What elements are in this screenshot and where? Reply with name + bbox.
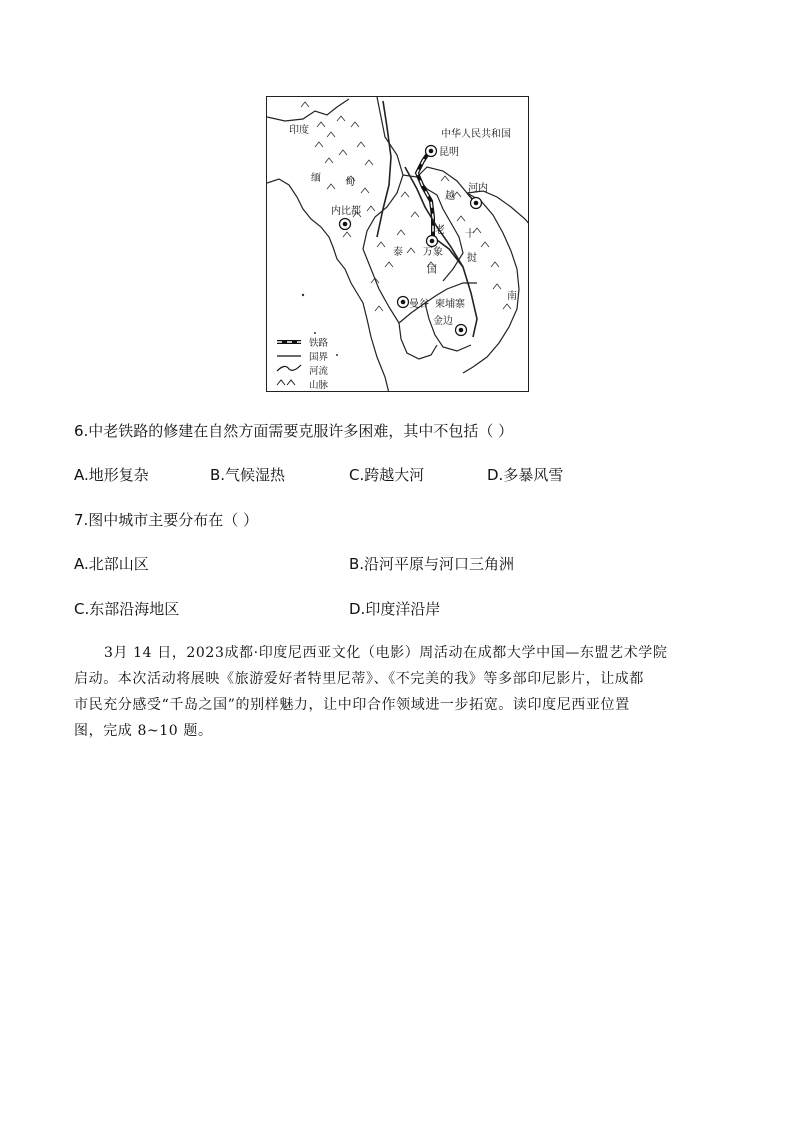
label-vietnam-2: 南	[507, 291, 517, 302]
phnompenh-marker	[456, 325, 467, 336]
label-thailand: 泰	[393, 247, 403, 258]
map-legend	[277, 337, 329, 391]
question-6-option-b[interactable]: B.气候湿热	[210, 466, 286, 484]
legend-river: 河流	[309, 366, 329, 377]
label-china: 中华人民共和国	[441, 129, 511, 140]
bangkok-marker	[398, 297, 409, 308]
label-vietnam-1: 越	[445, 191, 455, 202]
label-vietnam-mid-2: 挝	[467, 253, 477, 264]
label-cambodia: 柬埔寨	[435, 299, 465, 310]
passage-line-2: 启动。本次活动将展映《旅游爱好者特里尼蒂》、《不完美的我》等多部印尼影片，让成都	[74, 671, 644, 687]
question-6-stem: 6.中老铁路的修建在自然方面需要克服许多困难，其中不包括（ ）	[74, 422, 514, 440]
label-vietnam-mid-1: 十	[465, 229, 475, 240]
label-hanoi: 河内	[468, 183, 488, 194]
label-india: 印度	[289, 125, 309, 136]
label-naypyidaw: 内比都	[331, 206, 361, 217]
question-6-option-c[interactable]: C.跨越大河	[349, 466, 425, 484]
legend-railway: 铁路	[309, 338, 329, 349]
vientiane-marker	[427, 236, 438, 247]
naypyidaw-marker	[340, 219, 351, 230]
passage-line-3: 市民充分感受“千岛之国”的别样魅力，让中印合作领域进一步拓宽。读印度尼西亚位置	[74, 697, 630, 713]
label-laos-1: 老	[435, 225, 445, 236]
label-vientiane: 万象	[423, 247, 443, 258]
question-6-option-a[interactable]: A.地形复杂	[74, 466, 149, 484]
label-myanmar-2: 甸	[345, 177, 355, 188]
question-7-option-a[interactable]: A.北部山区	[74, 555, 149, 573]
label-laos-2: 国	[427, 265, 437, 276]
question-7-stem: 7.图中城市主要分布在（ ）	[74, 511, 259, 529]
border-lines	[267, 97, 529, 392]
kunming-marker	[426, 146, 437, 157]
label-phnompenh: 金边	[433, 316, 453, 327]
hanoi-marker	[471, 198, 482, 209]
label-myanmar-1: 缅	[311, 173, 321, 184]
passage-line-4: 图，完成 8~10 题。	[74, 723, 213, 739]
label-bangkok: 曼谷	[409, 299, 429, 310]
passage-line-1: 3月 14 日，2023成都·印度尼西亚文化（电影）周活动在成都大学中国—东盟艺术学院	[104, 645, 668, 661]
question-7-option-c[interactable]: C.东部沿海地区	[74, 600, 180, 618]
map-drawing	[267, 97, 529, 392]
question-6-option-d[interactable]: D.多暴风雪	[487, 466, 564, 484]
label-kunming: 昆明	[439, 147, 459, 158]
southeast-asia-map	[266, 96, 529, 392]
legend-mountain: 山脉	[309, 380, 329, 391]
legend-border: 国界	[309, 352, 329, 363]
question-7-option-b[interactable]: B.沿河平原与河口三角洲	[349, 555, 515, 573]
question-7-option-d[interactable]: D.印度洋沿岸	[349, 600, 441, 618]
